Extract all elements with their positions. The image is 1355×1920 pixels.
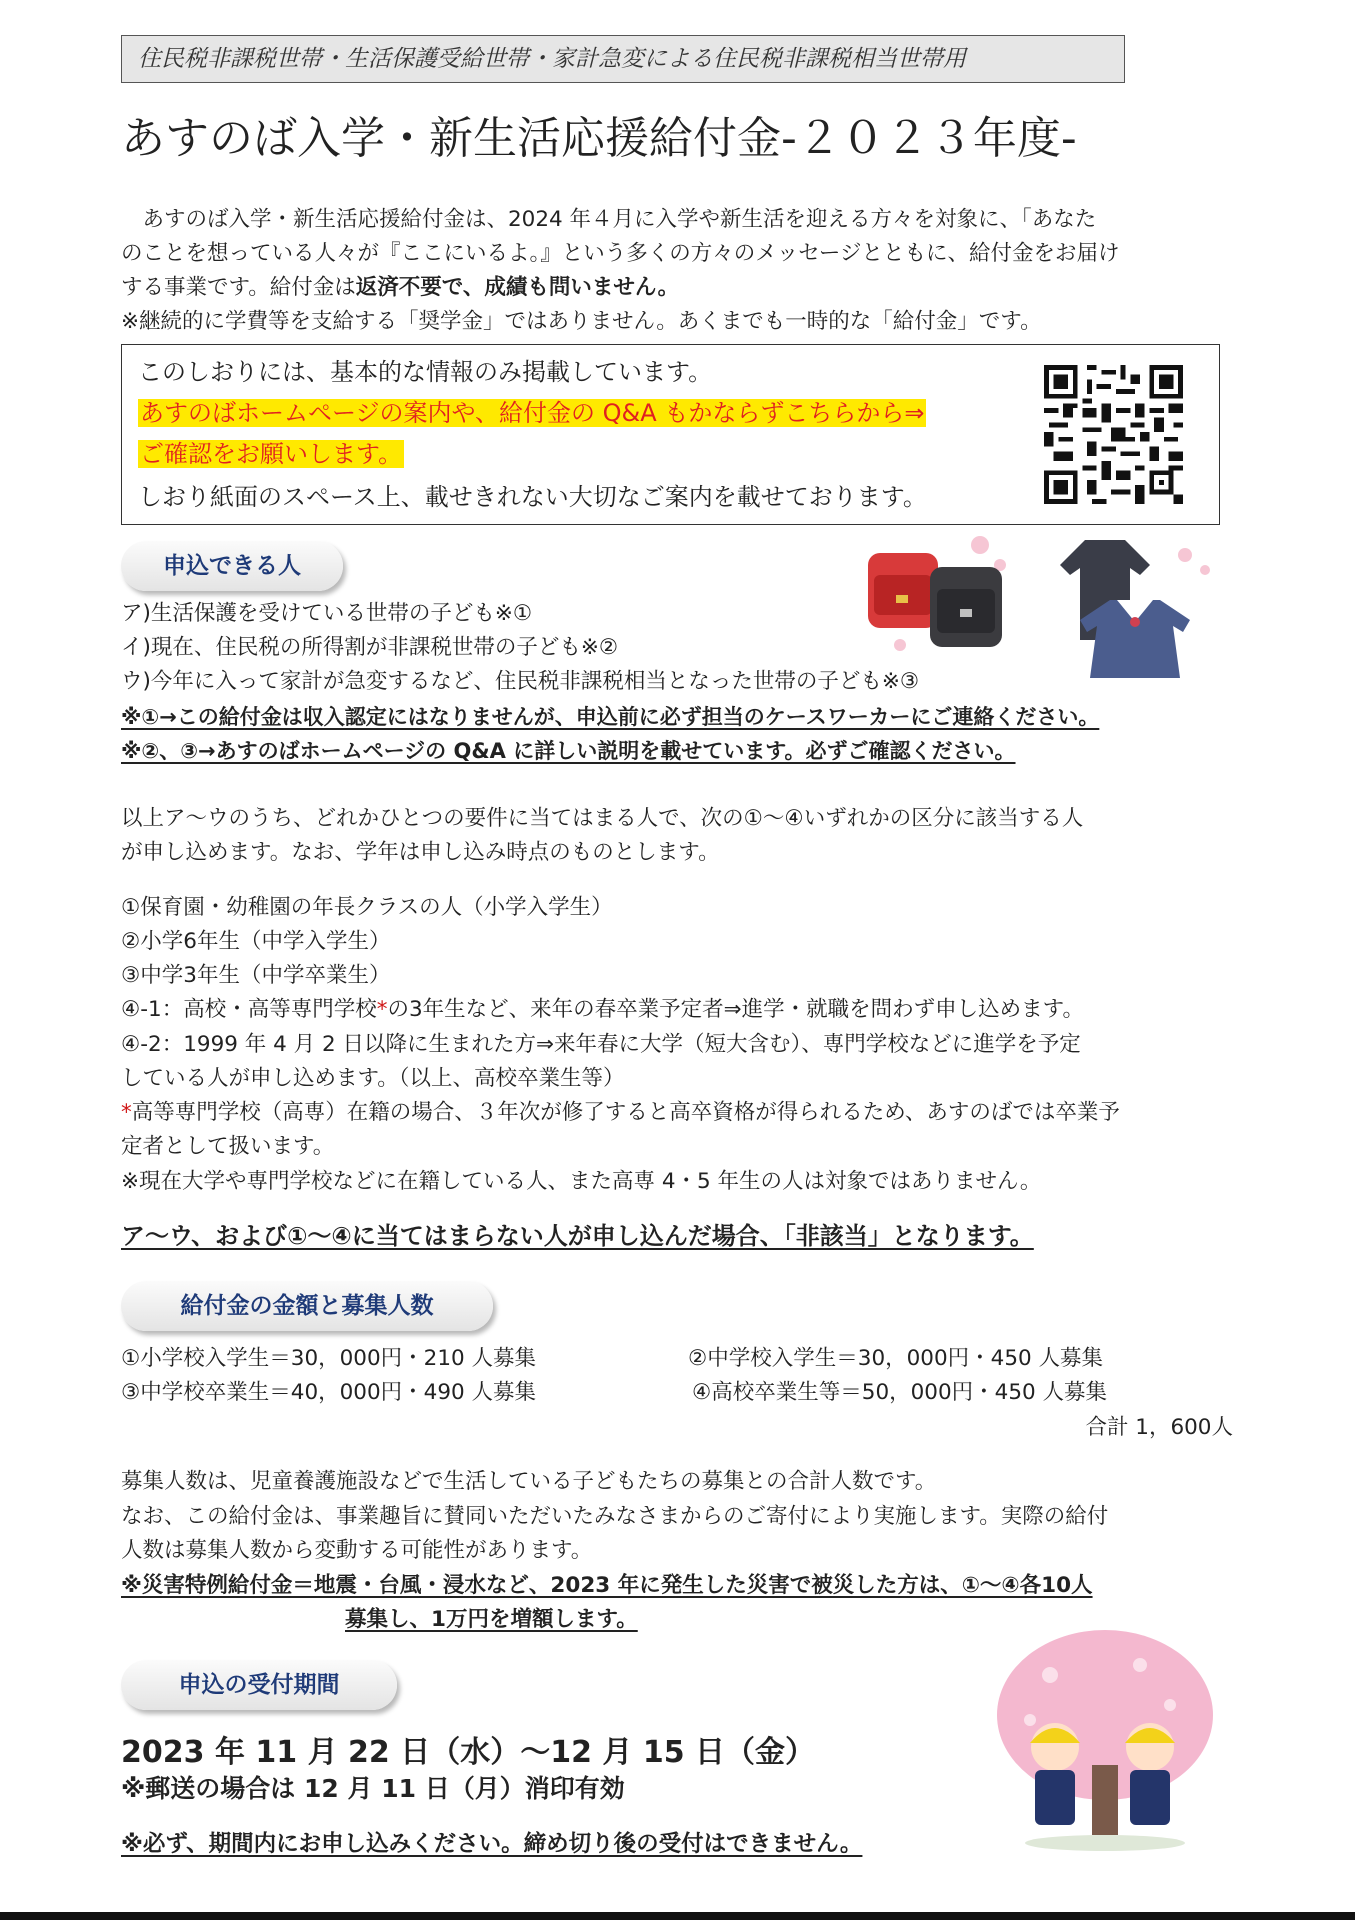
kosen-note-cont: 定者として扱います。	[121, 1134, 335, 1159]
info-box	[121, 344, 1220, 525]
intro-line-text: する事業です。給付金は	[121, 275, 356, 300]
category-1: ①保育園・幼稚園の年長クラスの人（小学入学生）	[121, 895, 613, 920]
info-line: しおり紙面のスペース上、載せきれない大切なご案内を載せております。	[138, 483, 927, 511]
intro-line: のことを想っている人々が『ここにいるよ。』という多くの方々のメッセージとともに、給付金をお届け	[121, 241, 1120, 266]
eligibility-note-1: ※①→この給付金は収入認定にはなりませんが、申込前に必ず担当のケースワーカーにご連絡ください。	[121, 705, 1100, 729]
asterisk-mark: *	[121, 1100, 132, 1125]
category-3: ③中学3年生（中学卒業生）	[121, 963, 391, 988]
qr-code[interactable]	[1044, 365, 1183, 504]
asterisk-mark: *	[376, 997, 388, 1022]
school-uniform-illustration	[1055, 530, 1220, 680]
deadline-notice: ※必ず、期間内にお申し込みください。締め切り後の受付はできません。	[121, 1831, 863, 1857]
category-4-2-cont: している人が申し込めます。（以上、高校卒業生等）	[121, 1066, 625, 1091]
mail-deadline: ※郵送の場合は 12 月 11 日（月）消印有効	[121, 1774, 625, 1803]
amount-total: 合計 1，600人	[1085, 1415, 1233, 1440]
amount-row-1a: ①小学校入学生＝30，000円・210 人募集	[121, 1346, 537, 1371]
info-line: このしおりには、基本的な情報のみ掲載しています。	[138, 358, 713, 386]
category-4-1	[121, 993, 1084, 1027]
eligibility-paragraph: 以上ア～ウのうち、どれかひとつの要件に当てはまる人で、次の①～④いずれかの区分に該当する人	[121, 806, 1084, 831]
amount-paragraph: 人数は募集人数から変動する可能性があります。	[121, 1538, 593, 1563]
cherry-tree-children-illustration	[990, 1625, 1220, 1855]
intro-emphasis: 返済不要で、成績も問いません。	[355, 275, 680, 300]
intro-line	[121, 271, 1233, 305]
eligibility-item-b: イ)現在、住民税の所得割が非課税世帯の子ども※②	[121, 635, 619, 660]
section-heading-period: 申込の受付期間	[121, 1660, 397, 1710]
category-2: ②小学6年生（中学入学生）	[121, 929, 391, 954]
disaster-note-cont: 募集し、1万円を増額します。	[345, 1607, 638, 1632]
intro-line: あすのば入学・新生活応援給付金は、2024 年４月に入学や新生活を迎える方々を対象に、「あなた	[121, 207, 1097, 232]
eligibility-paragraph: が申し込めます。なお、学年は申し込み時点のものとします。	[121, 840, 720, 865]
category-4-2: ④-2：1999 年 4 月 2 日以降に生まれた方⇒来年春に大学（短大含む）、専門学校などに進学を予定	[121, 1032, 1081, 1057]
intro-line: ※継続的に学費等を支給する「奨学金」ではありません。あくまでも一時的な「給付金」です。	[121, 309, 1042, 334]
amount-row-2a: ③中学校卒業生＝40，000円・490 人募集	[121, 1380, 537, 1405]
kosen-note	[121, 1096, 1120, 1130]
application-period: 2023 年 11 月 22 日（水）～12 月 15 日（金）	[121, 1735, 816, 1770]
page-title: あすのば入学・新生活応援給付金-２０２３年度-	[121, 113, 1077, 164]
section-heading-eligible: 申込できる人	[121, 541, 343, 591]
randoseru-illustration	[860, 525, 1020, 655]
intro-text	[121, 203, 1233, 339]
eligibility-note-2: ※②、③→あすのばホームページの Q&A に詳しい説明を載せています。必ずご確認ください。	[121, 739, 1016, 763]
category-4-1-text: の3年生など、来年の春卒業予定者⇒進学・就職を問わず申し込めます。	[387, 997, 1084, 1022]
exclusion-note: ※現在大学や専門学校などに在籍している人、また高専 4・5 年生の人は対象ではありません。	[121, 1169, 1042, 1194]
info-highlight	[138, 394, 926, 432]
kosen-note-text: 高等専門学校（高専）在籍の場合、３年次が修了すると高卒資格が得られるため、あすのばでは卒業予	[131, 1100, 1120, 1125]
category-banner: 住民税非課税世帯・生活保護受給世帯・家計急変による住民税非課税相当世帯用	[121, 35, 1125, 83]
amount-row-1b: ②中学校入学生＝30，000円・450 人募集	[688, 1346, 1104, 1371]
eligibility-item-a: ア)生活保護を受けている世帯の子ども※①	[121, 601, 533, 626]
amount-row-2b: ④高校卒業生等＝50，000円・450 人募集	[692, 1380, 1108, 1405]
disaster-note: ※災害特例給付金＝地震・台風・浸水など、2023 年に発生した災害で被災した方は、①～④各10人	[121, 1573, 1093, 1598]
amount-paragraph: 募集人数は、児童養護施設などで生活している子どもたちの募集との合計人数です。	[121, 1469, 937, 1494]
info-highlight-text: ご確認をお願いします。	[140, 440, 403, 468]
eligibility-item-c: ウ)今年に入って家計が急変するなど、住民税非課税相当となった世帯の子ども※③	[121, 669, 920, 694]
info-highlight	[138, 435, 404, 473]
amount-paragraph: なお、この給付金は、事業趣旨に賛同いただいたみなさまからのご寄付により実施します。実際の給付	[121, 1504, 1109, 1529]
section-heading-amount: 給付金の金額と募集人数	[121, 1281, 493, 1331]
bottom-border	[0, 1912, 1355, 1920]
info-highlight-text: あすのばホームページの案内や、給付金の Q&A もかならずこちらから⇒	[140, 399, 925, 427]
category-4-1-text: ④-1：高校・高等専門学校	[121, 997, 377, 1022]
non-eligible-warning: ア～ウ、および①～④に当てはまらない人が申し込んだ場合、「非該当」となります。	[121, 1222, 1034, 1250]
